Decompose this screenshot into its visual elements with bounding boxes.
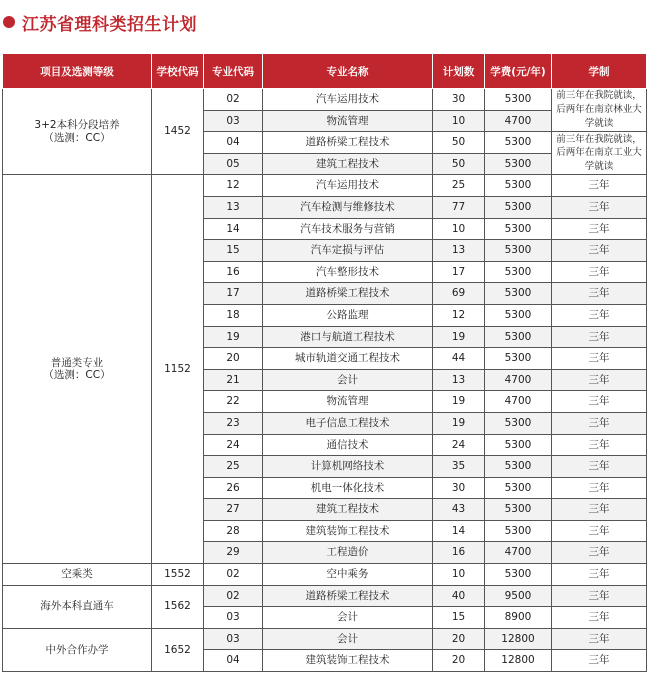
plan-count-cell: 10 <box>433 564 485 586</box>
duration-cell: 三年 <box>552 499 647 521</box>
tuition-cell: 5300 <box>485 520 552 542</box>
major-code-cell: 23 <box>204 412 263 434</box>
major-code-cell: 20 <box>204 348 263 370</box>
duration-cell: 三年 <box>552 607 647 629</box>
major-name-cell: 城市轨道交通工程技术 <box>263 348 433 370</box>
tuition-cell: 4700 <box>485 110 552 132</box>
duration-cell: 三年 <box>552 240 647 262</box>
major-code-cell: 29 <box>204 542 263 564</box>
table-row <box>3 89 647 111</box>
tuition-cell: 5300 <box>485 153 552 175</box>
tuition-cell: 4700 <box>485 369 552 391</box>
duration-note-cell: 前三年在我院就读，后两年在南京林业大学就读 <box>552 89 647 132</box>
table-row <box>3 564 647 586</box>
col-header-major-code: 专业代码 <box>204 54 263 89</box>
plan-count-cell: 16 <box>433 542 485 564</box>
major-code-cell: 03 <box>204 110 263 132</box>
duration-cell: 三年 <box>552 175 647 197</box>
col-header-major-name: 专业名称 <box>263 54 433 89</box>
plan-count-cell: 13 <box>433 240 485 262</box>
major-code-cell: 27 <box>204 499 263 521</box>
duration-cell: 三年 <box>552 542 647 564</box>
tuition-cell: 5300 <box>485 283 552 305</box>
plan-count-cell: 30 <box>433 89 485 111</box>
tuition-cell: 5300 <box>485 348 552 370</box>
school-code-cell: 1552 <box>152 564 204 586</box>
school-code-cell: 1452 <box>152 89 204 175</box>
tuition-cell: 9500 <box>485 585 552 607</box>
plan-count-cell: 15 <box>433 607 485 629</box>
major-name-cell: 通信技术 <box>263 434 433 456</box>
category-cell <box>3 89 152 175</box>
major-code-cell: 05 <box>204 153 263 175</box>
duration-note-cell: 前三年在我院就读，后两年在南京工业大学就读 <box>552 132 647 175</box>
plan-count-cell: 50 <box>433 153 485 175</box>
category-label-line: （选测：CC） <box>43 369 111 382</box>
tuition-cell: 5300 <box>485 499 552 521</box>
major-name-cell: 公路监理 <box>263 304 433 326</box>
tuition-cell: 5300 <box>485 434 552 456</box>
plan-count-cell: 77 <box>433 196 485 218</box>
category-label-line: 空乘类 <box>61 568 93 581</box>
major-code-cell: 28 <box>204 520 263 542</box>
plan-count-cell: 10 <box>433 218 485 240</box>
plan-count-cell: 19 <box>433 391 485 413</box>
plan-count-cell: 20 <box>433 650 485 672</box>
title-bullet-icon <box>3 16 15 28</box>
major-code-cell: 12 <box>204 175 263 197</box>
plan-count-cell: 24 <box>433 434 485 456</box>
tuition-cell: 5300 <box>485 412 552 434</box>
plan-count-cell: 50 <box>433 132 485 154</box>
major-code-cell: 03 <box>204 628 263 650</box>
school-code-cell: 1562 <box>152 585 204 628</box>
school-code-cell: 1652 <box>152 628 204 671</box>
plan-count-cell: 12 <box>433 304 485 326</box>
plan-count-cell: 69 <box>433 283 485 305</box>
duration-cell: 三年 <box>552 369 647 391</box>
plan-count-cell: 30 <box>433 477 485 499</box>
plan-count-cell: 19 <box>433 326 485 348</box>
duration-cell: 三年 <box>552 412 647 434</box>
major-code-cell: 21 <box>204 369 263 391</box>
major-code-cell: 02 <box>204 585 263 607</box>
duration-cell: 三年 <box>552 348 647 370</box>
tuition-cell: 12800 <box>485 628 552 650</box>
major-code-cell: 04 <box>204 650 263 672</box>
category-cell <box>3 175 152 564</box>
duration-cell: 三年 <box>552 650 647 672</box>
tuition-cell: 4700 <box>485 391 552 413</box>
plan-count-cell: 40 <box>433 585 485 607</box>
major-name-cell: 会计 <box>263 369 433 391</box>
major-name-cell: 工程造价 <box>263 542 433 564</box>
category-cell <box>3 585 152 628</box>
duration-cell: 三年 <box>552 261 647 283</box>
duration-cell: 三年 <box>552 456 647 478</box>
col-header-duration: 学制 <box>552 54 647 89</box>
major-name-cell: 会计 <box>263 628 433 650</box>
plan-count-cell: 17 <box>433 261 485 283</box>
major-name-cell: 会计 <box>263 607 433 629</box>
tuition-cell: 5300 <box>485 261 552 283</box>
major-name-cell: 汽车检测与维修技术 <box>263 196 433 218</box>
plan-count-cell: 20 <box>433 628 485 650</box>
tuition-cell: 5300 <box>485 175 552 197</box>
major-name-cell: 建筑工程技术 <box>263 499 433 521</box>
duration-cell: 三年 <box>552 434 647 456</box>
duration-cell: 三年 <box>552 391 647 413</box>
duration-cell: 三年 <box>552 326 647 348</box>
major-name-cell: 汽车运用技术 <box>263 89 433 111</box>
major-name-cell: 道路桥梁工程技术 <box>263 132 433 154</box>
tuition-cell: 12800 <box>485 650 552 672</box>
table-header-row <box>3 54 647 89</box>
major-code-cell: 18 <box>204 304 263 326</box>
major-code-cell: 14 <box>204 218 263 240</box>
major-code-cell: 26 <box>204 477 263 499</box>
major-name-cell: 空中乘务 <box>263 564 433 586</box>
major-name-cell: 建筑装饰工程技术 <box>263 520 433 542</box>
tuition-cell: 5300 <box>485 196 552 218</box>
major-code-cell: 03 <box>204 607 263 629</box>
major-code-cell: 17 <box>204 283 263 305</box>
major-name-cell: 计算机网络技术 <box>263 456 433 478</box>
tuition-cell: 5300 <box>485 456 552 478</box>
duration-cell: 三年 <box>552 585 647 607</box>
duration-cell: 三年 <box>552 304 647 326</box>
enrollment-plan-table <box>2 53 647 672</box>
plan-count-cell: 14 <box>433 520 485 542</box>
major-name-cell: 物流管理 <box>263 110 433 132</box>
col-header-school-code: 学校代码 <box>152 54 204 89</box>
major-code-cell: 22 <box>204 391 263 413</box>
duration-cell: 三年 <box>552 564 647 586</box>
col-header-plan: 计划数 <box>433 54 485 89</box>
duration-cell: 三年 <box>552 283 647 305</box>
category-label-line: 普通类专业 <box>50 356 104 369</box>
duration-cell: 三年 <box>552 628 647 650</box>
col-header-fee: 学费(元/年) <box>485 54 552 89</box>
duration-cell: 三年 <box>552 218 647 240</box>
tuition-cell: 8900 <box>485 607 552 629</box>
plan-count-cell: 44 <box>433 348 485 370</box>
duration-cell: 三年 <box>552 477 647 499</box>
col-header-category: 项目及选测等级 <box>3 54 152 89</box>
plan-count-cell: 25 <box>433 175 485 197</box>
major-name-cell: 汽车技术服务与营销 <box>263 218 433 240</box>
major-name-cell: 建筑工程技术 <box>263 153 433 175</box>
tuition-cell: 5300 <box>485 240 552 262</box>
tuition-cell: 5300 <box>485 564 552 586</box>
duration-cell: 三年 <box>552 520 647 542</box>
table-row <box>3 175 647 197</box>
major-code-cell: 16 <box>204 261 263 283</box>
major-code-cell: 19 <box>204 326 263 348</box>
major-code-cell: 24 <box>204 434 263 456</box>
tuition-cell: 5300 <box>485 132 552 154</box>
major-code-cell: 25 <box>204 456 263 478</box>
tuition-cell: 4700 <box>485 542 552 564</box>
major-code-cell: 02 <box>204 564 263 586</box>
major-name-cell: 汽车整形技术 <box>263 261 433 283</box>
school-code-cell: 1152 <box>152 175 204 564</box>
plan-count-cell: 10 <box>433 110 485 132</box>
tuition-cell: 5300 <box>485 477 552 499</box>
major-name-cell: 汽车定损与评估 <box>263 240 433 262</box>
category-label-line: 中外合作办学 <box>45 643 109 656</box>
major-name-cell: 港口与航道工程技术 <box>263 326 433 348</box>
major-code-cell: 13 <box>204 196 263 218</box>
plan-count-cell: 35 <box>433 456 485 478</box>
table-body <box>3 89 647 672</box>
category-cell <box>3 564 152 586</box>
category-cell <box>3 628 152 671</box>
tuition-cell: 5300 <box>485 326 552 348</box>
major-code-cell: 15 <box>204 240 263 262</box>
title-bar <box>0 8 197 36</box>
category-label-line: （选测：CC） <box>43 131 111 144</box>
plan-count-cell: 43 <box>433 499 485 521</box>
plan-count-cell: 19 <box>433 412 485 434</box>
table-row <box>3 585 647 607</box>
major-code-cell: 04 <box>204 132 263 154</box>
category-label-line: 3+2本科分段培养 <box>34 119 120 132</box>
major-name-cell: 汽车运用技术 <box>263 175 433 197</box>
tuition-cell: 5300 <box>485 218 552 240</box>
table-row <box>3 628 647 650</box>
major-code-cell: 02 <box>204 89 263 111</box>
page-title: 江苏省理科类招生计划 <box>22 14 197 35</box>
duration-cell: 三年 <box>552 196 647 218</box>
major-name-cell: 电子信息工程技术 <box>263 412 433 434</box>
major-name-cell: 建筑装饰工程技术 <box>263 650 433 672</box>
major-name-cell: 道路桥梁工程技术 <box>263 283 433 305</box>
major-name-cell: 机电一体化技术 <box>263 477 433 499</box>
category-label-line: 海外本科直通车 <box>40 600 114 613</box>
tuition-cell: 5300 <box>485 89 552 111</box>
major-name-cell: 道路桥梁工程技术 <box>263 585 433 607</box>
plan-count-cell: 13 <box>433 369 485 391</box>
tuition-cell: 5300 <box>485 304 552 326</box>
major-name-cell: 物流管理 <box>263 391 433 413</box>
